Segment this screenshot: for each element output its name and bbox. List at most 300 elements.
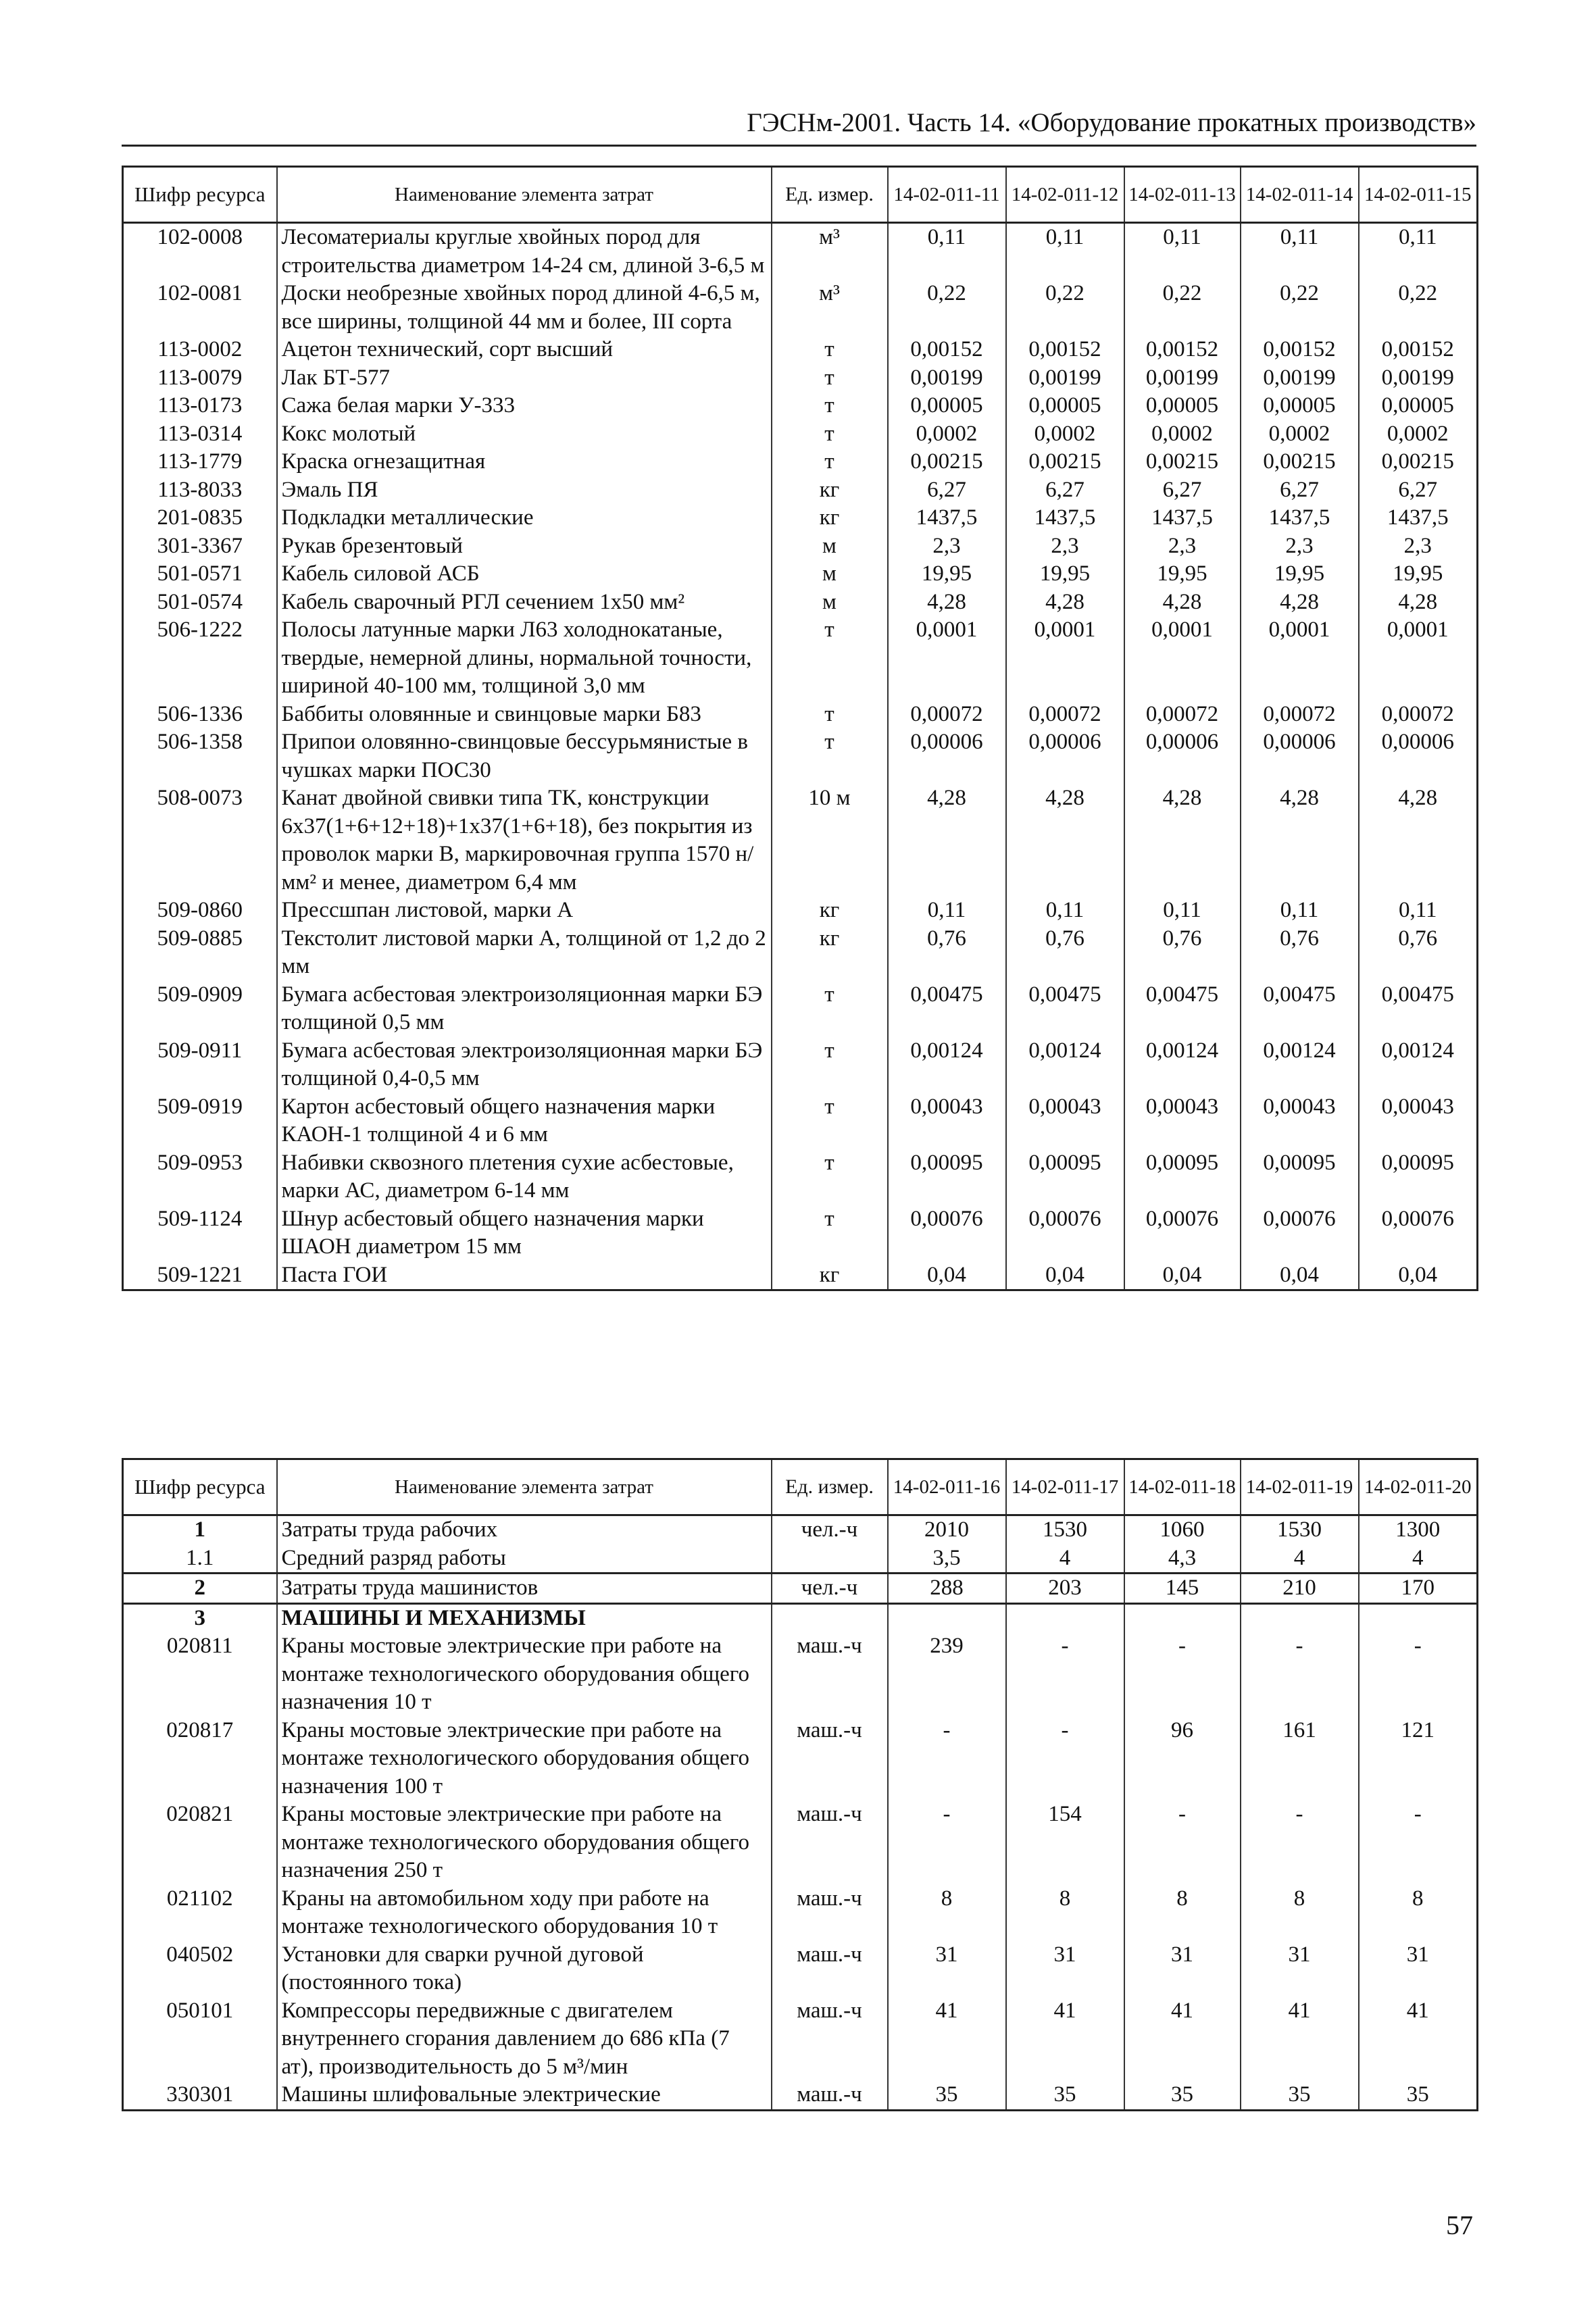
table-row xyxy=(123,560,1478,588)
resource-name: Машины шлифовальные электрические xyxy=(277,2081,772,2110)
resource-code: 501-0571 xyxy=(123,560,277,588)
resource-value-2: 0,00152 xyxy=(1006,336,1124,364)
resource-value-1: - xyxy=(888,1717,1006,1801)
resource-value-4: 6,27 xyxy=(1241,476,1359,505)
resource-value-5: 4 xyxy=(1359,1544,1478,1574)
table-body xyxy=(123,1515,1478,2111)
resource-value-2: 6,27 xyxy=(1006,476,1124,505)
resource-value-1: 0,00095 xyxy=(888,1149,1006,1205)
resource-name: Баббиты оловянные и свинцовые марки Б83 xyxy=(277,701,772,729)
table-row xyxy=(123,1093,1478,1149)
resource-value-3: 1437,5 xyxy=(1124,504,1241,532)
resource-value-1: 8 xyxy=(888,1885,1006,1941)
resource-unit: чел.-ч xyxy=(772,1574,888,1604)
resource-value-3: 0,00215 xyxy=(1124,448,1241,476)
resource-unit xyxy=(772,1544,888,1574)
resource-code: 113-0314 xyxy=(123,420,277,449)
table-row xyxy=(123,420,1478,449)
resource-code: 1.1 xyxy=(123,1544,277,1574)
resource-value-2 xyxy=(1006,1603,1124,1632)
resource-value-3: 41 xyxy=(1124,1997,1241,2082)
resource-value-1 xyxy=(888,1603,1006,1632)
page-number: 57 xyxy=(1446,2210,1473,2240)
resource-value-5: 0,00076 xyxy=(1359,1205,1478,1261)
resource-value-3: 35 xyxy=(1124,2081,1241,2110)
resource-code: 113-0173 xyxy=(123,392,277,420)
resource-value-5: 0,00199 xyxy=(1359,364,1478,393)
resource-value-5: 0,00152 xyxy=(1359,336,1478,364)
resource-value-4: 0,0002 xyxy=(1241,420,1359,449)
table-row xyxy=(123,1801,1478,1885)
resource-value-1: 6,27 xyxy=(888,476,1006,505)
resource-value-2: 2,3 xyxy=(1006,532,1124,561)
resource-unit: кг xyxy=(772,476,888,505)
resource-value-2: 1530 xyxy=(1006,1515,1124,1544)
table-row xyxy=(123,981,1478,1037)
resource-value-1: 4,28 xyxy=(888,784,1006,897)
table-row xyxy=(123,925,1478,981)
resource-value-5: 0,00124 xyxy=(1359,1037,1478,1093)
resource-value-3: 0,0001 xyxy=(1124,616,1241,701)
resource-value-1: 1437,5 xyxy=(888,504,1006,532)
resource-value-1: 0,00006 xyxy=(888,728,1006,784)
resource-value-3: 0,00199 xyxy=(1124,364,1241,393)
resource-code: 1 xyxy=(123,1515,277,1544)
header-code: Шифр ресурса xyxy=(123,167,277,223)
resource-code: 508-0073 xyxy=(123,784,277,897)
resource-value-3: 19,95 xyxy=(1124,560,1241,588)
resource-code: 102-0081 xyxy=(123,280,277,336)
resource-name: Бумага асбестовая электроизоляционная марки БЭ толщиной 0,4-0,5 мм xyxy=(277,1037,772,1093)
resource-value-5: 4,28 xyxy=(1359,588,1478,617)
resource-unit: т xyxy=(772,616,888,701)
header-col-1: 14-02-011-16 xyxy=(888,1459,1006,1515)
resource-value-1: 31 xyxy=(888,1941,1006,1997)
table-header-row xyxy=(123,1459,1478,1515)
resource-value-4: 0,00152 xyxy=(1241,336,1359,364)
resource-name: Набивки сквозного плетения сухие асбестовые, марки АС, диаметром 6-14 мм xyxy=(277,1149,772,1205)
resource-name: Паста ГОИ xyxy=(277,1261,772,1290)
resource-unit: т xyxy=(772,1093,888,1149)
resource-value-2: 0,00124 xyxy=(1006,1037,1124,1093)
table-row xyxy=(123,223,1478,280)
page-header: ГЭСНм-2001. Часть 14. «Оборудование прокатных производств» xyxy=(747,108,1476,137)
resource-value-4: 0,00005 xyxy=(1241,392,1359,420)
resource-value-3: 0,00072 xyxy=(1124,701,1241,729)
resource-code: 509-0919 xyxy=(123,1093,277,1149)
resource-unit: кг xyxy=(772,925,888,981)
header-col-4: 14-02-011-14 xyxy=(1241,167,1359,223)
resource-value-3: 0,00152 xyxy=(1124,336,1241,364)
resource-value-5: 0,0002 xyxy=(1359,420,1478,449)
resource-code: 509-0860 xyxy=(123,897,277,925)
resource-code: 050101 xyxy=(123,1997,277,2082)
resource-code: 509-0909 xyxy=(123,981,277,1037)
resource-code: 330301 xyxy=(123,2081,277,2110)
resource-value-2: 0,00006 xyxy=(1006,728,1124,784)
resource-value-3: 31 xyxy=(1124,1941,1241,1997)
resource-value-2: 0,00475 xyxy=(1006,981,1124,1037)
resource-value-5: 0,00043 xyxy=(1359,1093,1478,1149)
resource-value-5: 0,11 xyxy=(1359,897,1478,925)
resource-value-1: 288 xyxy=(888,1574,1006,1604)
resource-name: Припои оловянно-свинцовые бессурьмянистые в чушках марки ПОС30 xyxy=(277,728,772,784)
resource-unit: м xyxy=(772,532,888,561)
resource-code: 506-1336 xyxy=(123,701,277,729)
resource-name: Лак БТ-577 xyxy=(277,364,772,393)
resource-value-4: 1437,5 xyxy=(1241,504,1359,532)
resource-value-3: 0,00124 xyxy=(1124,1037,1241,1093)
resource-code: 113-0079 xyxy=(123,364,277,393)
resource-value-4: 31 xyxy=(1241,1941,1359,1997)
resource-value-2: 0,04 xyxy=(1006,1261,1124,1290)
resource-code: 509-1124 xyxy=(123,1205,277,1261)
resource-value-4: 0,00475 xyxy=(1241,981,1359,1037)
resource-value-5: 31 xyxy=(1359,1941,1478,1997)
resource-value-2: 0,00076 xyxy=(1006,1205,1124,1261)
resource-value-5: 0,11 xyxy=(1359,223,1478,280)
resource-unit: кг xyxy=(772,504,888,532)
header-col-3: 14-02-011-13 xyxy=(1124,167,1241,223)
resource-value-3: 6,27 xyxy=(1124,476,1241,505)
resource-code: 3 xyxy=(123,1603,277,1632)
resource-code: 509-1221 xyxy=(123,1261,277,1290)
table-row xyxy=(123,1149,1478,1205)
resource-name: Эмаль ПЯ xyxy=(277,476,772,505)
resource-value-5: 19,95 xyxy=(1359,560,1478,588)
table-row xyxy=(123,1997,1478,2082)
resource-value-5: 4,28 xyxy=(1359,784,1478,897)
resource-value-1: 0,00043 xyxy=(888,1093,1006,1149)
resource-value-3: 8 xyxy=(1124,1885,1241,1941)
resource-unit: маш.-ч xyxy=(772,1885,888,1941)
resource-value-4: 0,00006 xyxy=(1241,728,1359,784)
resource-unit: м³ xyxy=(772,223,888,280)
header-col-3: 14-02-011-18 xyxy=(1124,1459,1241,1515)
header-col-4: 14-02-011-19 xyxy=(1241,1459,1359,1515)
resource-name: Кабель сварочный РГЛ сечением 1х50 мм² xyxy=(277,588,772,617)
resource-value-2: 0,22 xyxy=(1006,280,1124,336)
resource-value-3: 4,28 xyxy=(1124,784,1241,897)
resource-value-2: 4,28 xyxy=(1006,588,1124,617)
table-row xyxy=(123,392,1478,420)
resource-value-3: 0,00475 xyxy=(1124,981,1241,1037)
resource-name: Краны на автомобильном ходу при работе на монтаже технологического оборудования 10 т xyxy=(277,1885,772,1941)
resources-table-materials xyxy=(122,166,1478,1291)
resources-table-labor-machines xyxy=(122,1458,1478,2111)
resource-value-4: 2,3 xyxy=(1241,532,1359,561)
resource-value-3: 0,00006 xyxy=(1124,728,1241,784)
table-row xyxy=(123,280,1478,336)
header-unit: Ед. измер. xyxy=(772,1459,888,1515)
resource-unit: т xyxy=(772,981,888,1037)
resource-unit: 10 м xyxy=(772,784,888,897)
resource-value-2: 0,76 xyxy=(1006,925,1124,981)
resource-code: 113-1779 xyxy=(123,448,277,476)
resource-code: 102-0008 xyxy=(123,223,277,280)
resource-value-3: 2,3 xyxy=(1124,532,1241,561)
resource-value-5: 41 xyxy=(1359,1997,1478,2082)
resource-value-2: 0,00005 xyxy=(1006,392,1124,420)
table-row xyxy=(123,336,1478,364)
header-code: Шифр ресурса xyxy=(123,1459,277,1515)
resource-name: Установки для сварки ручной дуговой (постоянного тока) xyxy=(277,1941,772,1997)
resource-value-2: - xyxy=(1006,1717,1124,1801)
header-name: Наименование элемента затрат xyxy=(277,167,772,223)
resource-value-1: 0,00005 xyxy=(888,392,1006,420)
resource-value-1: 0,0001 xyxy=(888,616,1006,701)
resource-value-1: 0,00199 xyxy=(888,364,1006,393)
resource-value-3 xyxy=(1124,1603,1241,1632)
table-header-row xyxy=(123,167,1478,223)
resource-code: 2 xyxy=(123,1574,277,1604)
table-row xyxy=(123,532,1478,561)
resource-value-1: 0,11 xyxy=(888,223,1006,280)
resource-unit: маш.-ч xyxy=(772,2081,888,2110)
resource-name: Сажа белая марки У-333 xyxy=(277,392,772,420)
resource-value-3: - xyxy=(1124,1801,1241,1885)
resource-value-4: 0,11 xyxy=(1241,897,1359,925)
resource-unit: м xyxy=(772,560,888,588)
resource-value-3: 145 xyxy=(1124,1574,1241,1604)
resource-unit: маш.-ч xyxy=(772,1941,888,1997)
resource-value-5: 0,04 xyxy=(1359,1261,1478,1290)
resource-name: Затраты труда машинистов xyxy=(277,1574,772,1604)
resource-value-2: 8 xyxy=(1006,1885,1124,1941)
resource-unit: т xyxy=(772,1149,888,1205)
resource-value-1: 0,00124 xyxy=(888,1037,1006,1093)
resource-name: Компрессоры передвижные с двигателем внутреннего сгорания давлением до 686 кПа (7 ат), производительность до 5 м³/мин xyxy=(277,1997,772,2082)
resource-value-1: 0,00475 xyxy=(888,981,1006,1037)
resource-value-5: 0,0001 xyxy=(1359,616,1478,701)
resource-value-5: 0,00095 xyxy=(1359,1149,1478,1205)
resource-value-4: 0,00215 xyxy=(1241,448,1359,476)
resource-value-2: 4 xyxy=(1006,1544,1124,1574)
resource-value-4: 0,00199 xyxy=(1241,364,1359,393)
resource-value-4 xyxy=(1241,1603,1359,1632)
resource-name: МАШИНЫ И МЕХАНИЗМЫ xyxy=(277,1603,772,1632)
resource-name: Краны мостовые электрические при работе на монтаже технологического оборудования общего назначения 250 т xyxy=(277,1801,772,1885)
resource-value-4: 210 xyxy=(1241,1574,1359,1604)
resource-name: Полосы латунные марки Л63 холоднокатаные, твердые, немерной длины, нормальной точности, шириной 40-100 мм, толщиной 3,0 мм xyxy=(277,616,772,701)
resource-unit: маш.-ч xyxy=(772,1632,888,1717)
resource-value-3: 0,76 xyxy=(1124,925,1241,981)
resource-value-4: 4,28 xyxy=(1241,784,1359,897)
table-row xyxy=(123,1544,1478,1574)
resource-value-2: 19,95 xyxy=(1006,560,1124,588)
resource-value-4: 0,76 xyxy=(1241,925,1359,981)
resource-name: Прессшпан листовой, марки А xyxy=(277,897,772,925)
resource-value-2: 0,0002 xyxy=(1006,420,1124,449)
resource-value-2: 0,00072 xyxy=(1006,701,1124,729)
resource-unit: т xyxy=(772,448,888,476)
resource-value-3: 96 xyxy=(1124,1717,1241,1801)
table-row xyxy=(123,1603,1478,1632)
resource-value-4: 0,22 xyxy=(1241,280,1359,336)
resource-value-3: 4,28 xyxy=(1124,588,1241,617)
resource-code: 020811 xyxy=(123,1632,277,1717)
resource-value-2: 154 xyxy=(1006,1801,1124,1885)
table-row xyxy=(123,1574,1478,1604)
resource-code: 113-8033 xyxy=(123,476,277,505)
resource-value-2: 203 xyxy=(1006,1574,1124,1604)
resource-value-5: 0,00005 xyxy=(1359,392,1478,420)
resource-name: Картон асбестовый общего назначения марки КАОН-1 толщиной 4 и 6 мм xyxy=(277,1093,772,1149)
resource-value-2: 41 xyxy=(1006,1997,1124,2082)
resource-code: 040502 xyxy=(123,1941,277,1997)
resource-code: 020817 xyxy=(123,1717,277,1801)
resource-unit: т xyxy=(772,701,888,729)
resource-unit: маш.-ч xyxy=(772,1997,888,2082)
resource-unit: маш.-ч xyxy=(772,1717,888,1801)
table-row xyxy=(123,476,1478,505)
resource-name: Канат двойной свивки типа ТК, конструкции 6х37(1+6+12+18)+1х37(1+6+18), без покрытия из проволок марки В, маркировочная группа 1570 н/мм² и менее, диаметром 6,4 мм xyxy=(277,784,772,897)
resource-name: Краска огнезащитная xyxy=(277,448,772,476)
resource-code: 501-0574 xyxy=(123,588,277,617)
resource-value-5: 0,00006 xyxy=(1359,728,1478,784)
resource-value-4: 0,00043 xyxy=(1241,1093,1359,1149)
header-unit: Ед. измер. xyxy=(772,167,888,223)
resource-value-1: 2010 xyxy=(888,1515,1006,1544)
resource-value-5: 35 xyxy=(1359,2081,1478,2110)
resource-name: Краны мостовые электрические при работе на монтаже технологического оборудования общего назначения 100 т xyxy=(277,1717,772,1801)
resource-code: 021102 xyxy=(123,1885,277,1941)
resource-value-4: 41 xyxy=(1241,1997,1359,2082)
resource-value-1: 0,00076 xyxy=(888,1205,1006,1261)
resource-value-4: 0,04 xyxy=(1241,1261,1359,1290)
resource-value-4: 1530 xyxy=(1241,1515,1359,1544)
resource-value-2: 0,0001 xyxy=(1006,616,1124,701)
resource-value-2: 0,11 xyxy=(1006,897,1124,925)
resource-name: Текстолит листовой марки А, толщиной от 1,2 до 2 мм xyxy=(277,925,772,981)
resource-value-2: 1437,5 xyxy=(1006,504,1124,532)
resource-value-5: 6,27 xyxy=(1359,476,1478,505)
header-col-5: 14-02-011-20 xyxy=(1359,1459,1478,1515)
header-name: Наименование элемента затрат xyxy=(277,1459,772,1515)
resource-value-2: 0,00043 xyxy=(1006,1093,1124,1149)
resource-value-1: 0,11 xyxy=(888,897,1006,925)
resource-value-3: 1060 xyxy=(1124,1515,1241,1544)
resource-value-1: 3,5 xyxy=(888,1544,1006,1574)
resource-value-5: 1300 xyxy=(1359,1515,1478,1544)
resource-value-4: 0,00076 xyxy=(1241,1205,1359,1261)
table-row xyxy=(123,1037,1478,1093)
resource-value-2: - xyxy=(1006,1632,1124,1717)
resource-code: 509-0953 xyxy=(123,1149,277,1205)
header-rule xyxy=(122,145,1476,147)
resource-name: Краны мостовые электрические при работе на монтаже технологического оборудования общего назначения 10 т xyxy=(277,1632,772,1717)
table-row xyxy=(123,616,1478,701)
resource-name: Шнур асбестовый общего назначения марки ШАОН диаметром 15 мм xyxy=(277,1205,772,1261)
resource-value-4: 4,28 xyxy=(1241,588,1359,617)
resource-value-4: - xyxy=(1241,1632,1359,1717)
resource-value-3: 0,00005 xyxy=(1124,392,1241,420)
resource-value-4: 19,95 xyxy=(1241,560,1359,588)
resource-value-4: 161 xyxy=(1241,1717,1359,1801)
resource-value-1: 0,04 xyxy=(888,1261,1006,1290)
resource-value-5: - xyxy=(1359,1632,1478,1717)
table-row xyxy=(123,1717,1478,1801)
resource-value-2: 35 xyxy=(1006,2081,1124,2110)
resource-name: Кабель силовой АСБ xyxy=(277,560,772,588)
resource-value-1: 35 xyxy=(888,2081,1006,2110)
table-row xyxy=(123,588,1478,617)
resource-value-3: 0,0002 xyxy=(1124,420,1241,449)
resource-code: 509-0885 xyxy=(123,925,277,981)
table-row xyxy=(123,784,1478,897)
resource-value-4: 0,11 xyxy=(1241,223,1359,280)
resource-value-5: 0,22 xyxy=(1359,280,1478,336)
resource-value-1: 4,28 xyxy=(888,588,1006,617)
resource-unit: т xyxy=(772,392,888,420)
resource-name: Средний разряд работы xyxy=(277,1544,772,1574)
resource-unit: т xyxy=(772,364,888,393)
resource-value-1: - xyxy=(888,1801,1006,1885)
resource-name: Рукав брезентовый xyxy=(277,532,772,561)
resource-value-3: 0,22 xyxy=(1124,280,1241,336)
table-row xyxy=(123,1261,1478,1290)
header-col-5: 14-02-011-15 xyxy=(1359,167,1478,223)
resource-unit: т xyxy=(772,728,888,784)
table-row xyxy=(123,1885,1478,1941)
resource-value-5: 0,76 xyxy=(1359,925,1478,981)
resource-unit: м³ xyxy=(772,280,888,336)
header-col-2: 14-02-011-17 xyxy=(1006,1459,1124,1515)
resource-value-5: 121 xyxy=(1359,1717,1478,1801)
table-row xyxy=(123,1205,1478,1261)
resource-value-1: 0,00152 xyxy=(888,336,1006,364)
header-col-1: 14-02-011-11 xyxy=(888,167,1006,223)
table-body xyxy=(123,223,1478,1290)
resource-code: 509-0911 xyxy=(123,1037,277,1093)
resource-value-4: 0,00072 xyxy=(1241,701,1359,729)
resource-unit: чел.-ч xyxy=(772,1515,888,1544)
resource-unit: т xyxy=(772,1037,888,1093)
resource-value-4: 4 xyxy=(1241,1544,1359,1574)
resource-value-3: 0,11 xyxy=(1124,897,1241,925)
resource-value-1: 239 xyxy=(888,1632,1006,1717)
table-row xyxy=(123,364,1478,393)
resource-value-4: 8 xyxy=(1241,1885,1359,1941)
resource-unit: м xyxy=(772,588,888,617)
resource-name: Кокс молотый xyxy=(277,420,772,449)
resource-value-5: 0,00475 xyxy=(1359,981,1478,1037)
resource-value-2: 0,00215 xyxy=(1006,448,1124,476)
resource-value-5: 1437,5 xyxy=(1359,504,1478,532)
resource-name: Затраты труда рабочих xyxy=(277,1515,772,1544)
resource-value-5 xyxy=(1359,1603,1478,1632)
resource-value-5: 0,00072 xyxy=(1359,701,1478,729)
resource-value-1: 0,0002 xyxy=(888,420,1006,449)
resource-code: 506-1358 xyxy=(123,728,277,784)
resource-value-1: 0,76 xyxy=(888,925,1006,981)
resource-value-3: 0,00095 xyxy=(1124,1149,1241,1205)
resource-value-1: 0,00072 xyxy=(888,701,1006,729)
resource-unit: т xyxy=(772,1205,888,1261)
resource-name: Подкладки металлические xyxy=(277,504,772,532)
resource-code: 506-1222 xyxy=(123,616,277,701)
resource-name: Бумага асбестовая электроизоляционная марки БЭ толщиной 0,5 мм xyxy=(277,981,772,1037)
resource-value-5: 8 xyxy=(1359,1885,1478,1941)
resource-value-3: 0,11 xyxy=(1124,223,1241,280)
resource-code: 201-0835 xyxy=(123,504,277,532)
resource-value-1: 2,3 xyxy=(888,532,1006,561)
resource-code: 301-3367 xyxy=(123,532,277,561)
resource-value-1: 0,22 xyxy=(888,280,1006,336)
resource-value-1: 0,00215 xyxy=(888,448,1006,476)
resource-value-2: 31 xyxy=(1006,1941,1124,1997)
resource-value-4: - xyxy=(1241,1801,1359,1885)
